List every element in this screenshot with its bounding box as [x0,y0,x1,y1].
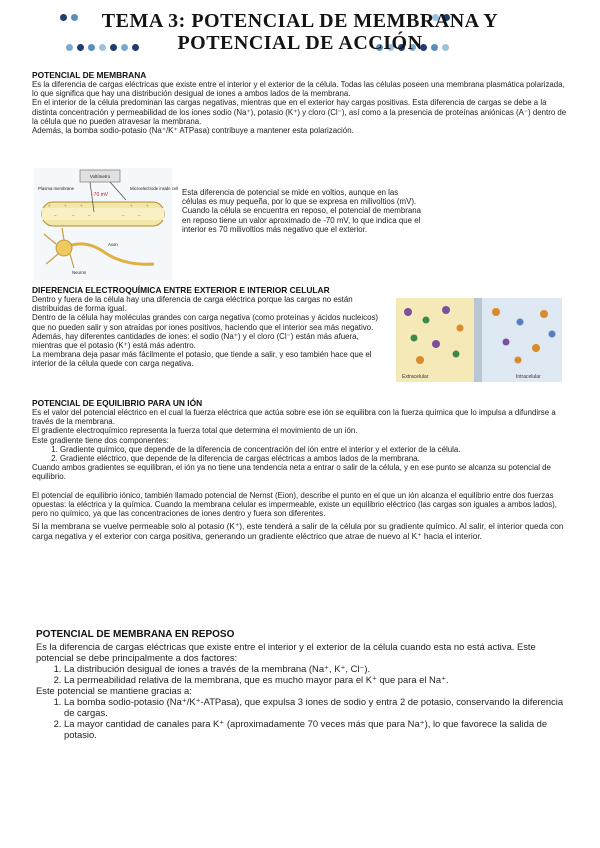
page-title [0,10,600,54]
section-potencial-equilibrio [32,398,572,541]
svg-text:+: + [64,203,67,208]
paragraph: Es la diferencia de cargas eléctricas que existe entre el interior y el exterior de la célula cuando esta no está activa. Este potencial se debe principalmente a dos factores: [36,641,536,663]
paragraph: El potencial de equilibrio iónico, también llamado potencial de Nernst (Eion), describe el punto en el que un ión alcanza el equilibrio entre dos fuerzas opuestas: la eléctrica y la química. Cuando la membrana celular es impermeable, existe un equilibrio eléctrico (las cargas son iguales a ambos lados), pero no químico, ya que las concentraciones de iones dentro y fuera son diferentes. [32,490,557,519]
svg-text:−: − [88,213,91,218]
paragraph: Dentro y fuera de la célula hay una diferencia de carga eléctrica porque las cargas no están distribuidas de forma igual. [32,295,353,314]
svg-text:−: − [122,213,125,218]
ion-distribution-illustration [396,298,562,382]
paragraph: Este potencial se mantiene gracias a: [36,685,192,696]
figure-label-micro: Microelectrode inside cell [130,186,179,191]
section-heading: POTENCIAL DE MEMBRANA [32,70,147,80]
svg-text:−: − [54,213,57,218]
title-line-2: POTENCIAL DE ACCIÓN [177,32,423,54]
list-item: 2. La permeabilidad relativa de la membrana, que es mucho mayor para el K⁺ que para el Na⁺. [64,674,564,685]
list-item: 1. La bomba sodio-potasio (Na⁺/K⁺-ATPasa), que expulsa 3 iones de sodio y entra 2 de potasio, conservando la diferencia de cargas. [64,696,564,718]
paragraph: Cuando ambos gradientes se equilibran, el ión ya no tiene una tendencia neta a entrar o salir de la célula, y en ese punto se alcanza su potencial de equilibrio. [32,463,551,482]
neuron-membrane-illustration [34,168,179,280]
paragraph: Si la membrana se vuelve permeable solo al potasio (K⁺), este tenderá a salir de la célula por su gradiente químico. Al salir, el interior queda con carga negativa y el exterior con carga positiva, generando un gradiente eléctrico que atrae de nuevo al K⁺ hacia el interior. [32,521,564,541]
paragraph: Es la diferencia de cargas eléctricas que existe entre el interior y el exterior de la célula. Todas las células poseen una membrana plasmática polarizada, lo que significa que hay una distribución desigual de iones a ambos lados de la membrana. [32,80,565,99]
list-item: 2. La mayor cantidad de canales para K⁺ (aproximadamente 70 veces más que para Na⁺), lo que favorece la salida de potasio. [64,718,564,740]
svg-text:+: + [80,203,83,208]
section-potencial-membrana [32,70,572,135]
paragraph: Este gradiente tiene dos componentes: [32,435,169,445]
figure-label-plasma: Plasma membrane [38,186,75,191]
section-heading: POTENCIAL DE MEMBRANA EN REPOSO [36,629,235,640]
ion-distribution-figure [396,298,562,382]
list-item: 1. Gradiente químico, que depende de la diferencia de concentración del ión entre el interior y el exterior de la célula. [60,445,572,454]
side-text-block [182,188,422,234]
list-item: 2. Gradiente eléctrico, que depende de la diferencia de cargas eléctricas a ambos lados de la membrana. [60,454,572,463]
section-diferencia-electroquimica [32,285,390,369]
factor-list [36,663,564,685]
section-heading: POTENCIAL DE EQUILIBRIO PARA UN IÓN [32,398,203,408]
component-list [32,445,572,463]
paragraph: El gradiente electroquímico representa la fuerza total que determina el movimiento de un ión. [32,426,358,436]
figure-label-extracelular: Extracelular [402,374,429,380]
section-potencial-reposo [36,629,564,740]
maintenance-list [36,696,564,740]
paragraph: En el interior de la célula predominan las cargas negativas, mientras que en el exterior hay cargas positivas. Esta diferencia de cargas se debe a la distinta concentración y permeabilidad de los iones sodio (Na⁺), potasio (K⁺) y cloro (Cl⁻), así como a la presencia de proteínas aniónicas (A⁻) dentro de la célula que no pueden atravesar la membrana. [32,98,567,126]
figure-label-axon: Axon [108,242,118,247]
paragraph: La membrana deja pasar más fácilmente el potasio, que tiende a salir, y eso también hace que el interior de la célula quede con carga negativa. [32,350,372,369]
paragraph: Además, hay diferentes cantidades de iones: el sodio (Na⁺) y el cloro (Cl⁻) están más afuera, mientras que el potasio (K⁺) está más adentro. [32,331,359,351]
figure-label-voltimetro: Voltímetro [89,174,111,179]
svg-text:−: − [138,213,141,218]
list-item: 1. La distribución desigual de iones a través de la membrana (Na⁺, K⁺, Cl⁻). [64,663,564,674]
paragraph: Es el valor del potencial eléctrico en el cual la fuerza eléctrica que actúa sobre ese ión se equilibra con la fuerza química que lo impulsa a difundirse a través de la membrana. [32,408,556,427]
section-heading: DIFERENCIA ELECTROQUÍMICA ENTRE EXTERIOR E INTERIOR CELULAR [32,285,330,295]
paragraph: Además, la bomba sodio-potasio (Na⁺/K⁺ ATPasa) contribuye a mantener esta polarización. [32,126,354,136]
figure-label-neuron: Neuron [72,270,87,275]
figure-label-intracelular: Intracelular [516,374,541,380]
figure-label-mv: -70 mV [92,192,109,198]
svg-text:+: + [130,203,133,208]
svg-text:−: − [72,213,75,218]
svg-text:+: + [146,203,149,208]
neuron-membrane-figure [34,168,179,280]
title-line-1: TEMA 3: POTENCIAL DE MEMBRANA Y [101,10,499,32]
paragraph: Esta diferencia de potencial se mide en voltios, aunque en las células es muy pequeña, por lo que se expresa en milivoltios (mV). Cuando la célula se encuentra en reposo, el potencial de membrana en reposo tiene un valor aproximado de -70 mV, lo que indica que el interior es 70 milivoltios más negativo que el exterior. [182,188,422,234]
paragraph: Dentro de la célula hay moléculas grandes con carga negativa (como proteínas y ácidos nucleicos) que no pueden salir y son atraídas por iones positivos, haciendo que el interior sea más negativo. [32,313,379,332]
svg-text:+: + [48,203,51,208]
